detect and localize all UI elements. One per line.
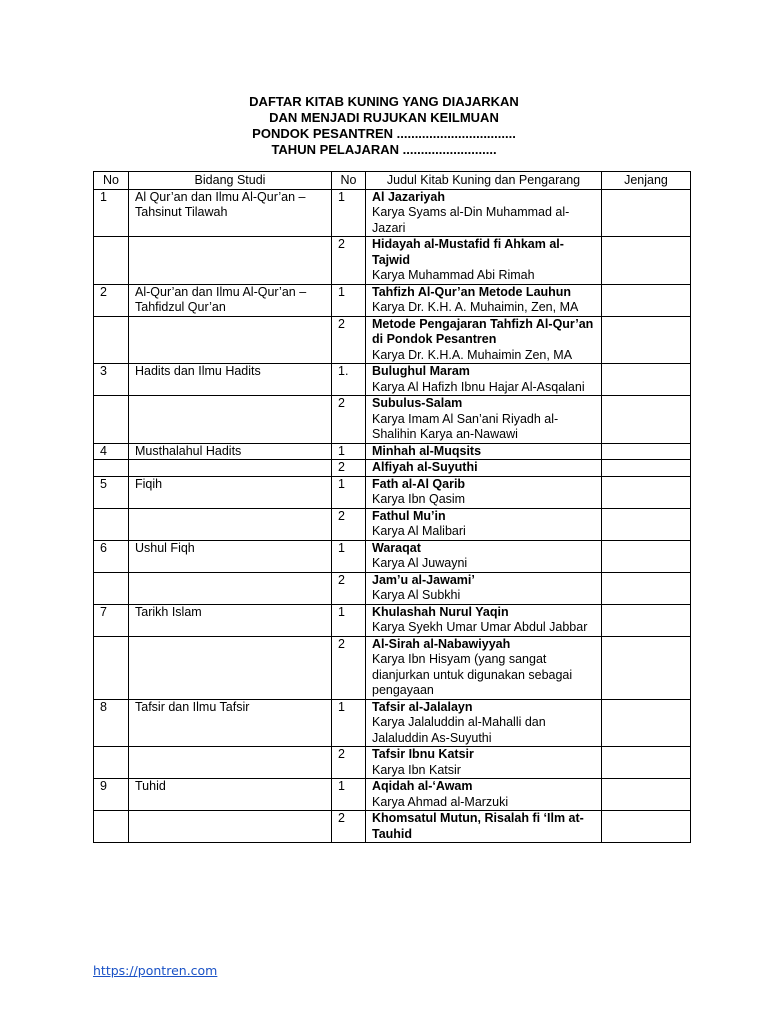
bidang-studi-cell: Hadits dan Ilmu Hadits (129, 364, 332, 396)
bidang-studi-cell: Musthalahul Hadits (129, 443, 332, 460)
table-row (94, 508, 691, 540)
kitab-author: Karya Al Juwayni (372, 556, 468, 570)
bidang-studi-cell: Fiqih (129, 476, 332, 508)
kitab-title: Subulus-Salam (372, 396, 463, 410)
jenjang-cell (602, 699, 691, 747)
kitab-title: Khulashah Nurul Yaqin (372, 604, 509, 619)
book-number-cell: 2 (332, 396, 366, 444)
book-number-cell: 2 (332, 572, 366, 604)
table-row (94, 364, 691, 396)
kitab-title: Al-Sirah al-Nabawiyyah (372, 636, 511, 651)
bidang-studi-cell (129, 316, 332, 364)
table-row (94, 540, 691, 572)
kitab-title: Alfiyah al-Suyuthi (372, 460, 478, 474)
kitab-cell (366, 811, 602, 843)
column-header-bidang-studi: Bidang Studi (129, 172, 332, 190)
kitab-author: Karya Ahmad al-Marzuki (372, 794, 509, 809)
book-number-cell: 1 (332, 699, 366, 747)
title-line-3: PONDOK PESANTREN ................................. (252, 126, 516, 141)
book-number-cell: 2 (332, 747, 366, 779)
column-header-book-no: No (332, 172, 366, 190)
jenjang-cell (602, 189, 691, 237)
book-number-cell: 1. (332, 364, 366, 396)
kitab-author: Karya Syekh Umar Umar Abdul Jabbar (372, 620, 588, 634)
kitab-cell (366, 604, 602, 636)
kitab-author: Karya Ibn Hisyam (yang sangat dianjurkan untuk digunakan sebagai pengayaan (372, 652, 573, 697)
book-number-cell: 2 (332, 237, 366, 285)
kitab-title: Fath al-Al Qarib (372, 476, 466, 491)
row-number-cell (94, 572, 129, 604)
kitab-cell (366, 460, 602, 477)
jenjang-cell (602, 540, 691, 572)
table-row (94, 284, 691, 316)
kitab-title: Al Jazariyah (372, 189, 445, 204)
table-header-row (94, 172, 691, 190)
kitab-title: Tafsir al-Jalalayn (372, 699, 473, 714)
row-number-cell (94, 811, 129, 843)
jenjang-cell (602, 396, 691, 444)
kitab-cell (366, 396, 602, 444)
document-title (0, 94, 768, 158)
kitab-title: Khomsatul Mutun, Risalah fi ‘Ilm at-Tauhid (372, 811, 584, 841)
jenjang-cell (602, 747, 691, 779)
jenjang-cell (602, 476, 691, 508)
jenjang-cell (602, 636, 691, 699)
table-row (94, 604, 691, 636)
kitab-title: Waraqat (372, 540, 421, 555)
row-number-cell (94, 747, 129, 779)
kitab-cell (366, 636, 602, 699)
table-row (94, 636, 691, 699)
table-row (94, 699, 691, 747)
jenjang-cell (602, 237, 691, 285)
kitab-title: Fathul Mu’in (372, 508, 446, 523)
footer-link[interactable]: https://pontren.com (93, 963, 218, 978)
book-number-cell: 1 (332, 284, 366, 316)
row-number-cell: 4 (94, 443, 129, 460)
kitab-author: Karya Al Hafizh Ibnu Hajar Al-Asqalani (372, 379, 585, 394)
jenjang-cell (602, 604, 691, 636)
row-number-cell (94, 396, 129, 444)
book-number-cell: 2 (332, 316, 366, 364)
kitab-author: Karya Muhammad Abi Rimah (372, 268, 535, 282)
kitab-cell (366, 443, 602, 460)
kitab-title: Bulughul Maram (372, 364, 470, 378)
book-number-cell: 1 (332, 443, 366, 460)
kitab-author: Karya Ibn Katsir (372, 762, 461, 777)
kitab-title: Metode Pengajaran Tahfizh Al-Qur’an di Pondok Pesantren (372, 316, 594, 346)
table-row (94, 237, 691, 285)
kitab-cell (366, 316, 602, 364)
kitab-cell (366, 237, 602, 285)
jenjang-cell (602, 284, 691, 316)
bidang-studi-cell: Al Qur’an dan Ilmu Al-Qur’an – Tahsinut Tilawah (129, 189, 332, 237)
kitab-cell (366, 364, 602, 396)
kitab-cell (366, 476, 602, 508)
kitab-title: Jam’u al-Jawami’ (372, 572, 475, 587)
kitab-cell (366, 747, 602, 779)
kitab-author: Karya Imam Al San’ani Riyadh al-Shalihin Karya an-Nawawi (372, 411, 559, 441)
title-line-4: TAHUN PELAJARAN .......................... (271, 142, 497, 157)
row-number-cell: 2 (94, 284, 129, 316)
book-number-cell: 2 (332, 811, 366, 843)
kitab-cell (366, 189, 602, 237)
kitab-cell (366, 572, 602, 604)
bidang-studi-cell (129, 460, 332, 477)
kitab-cell (366, 699, 602, 747)
row-number-cell (94, 636, 129, 699)
row-number-cell: 1 (94, 189, 129, 237)
jenjang-cell (602, 572, 691, 604)
kitab-cell (366, 284, 602, 316)
row-number-cell (94, 237, 129, 285)
row-number-cell (94, 316, 129, 364)
jenjang-cell (602, 316, 691, 364)
row-number-cell (94, 508, 129, 540)
table-row (94, 747, 691, 779)
kitab-author: Karya Jalaluddin al-Mahalli dan Jalaluddin As-Suyuthi (372, 715, 546, 745)
table-row (94, 572, 691, 604)
bidang-studi-cell: Tarikh Islam (129, 604, 332, 636)
table-row (94, 811, 691, 843)
column-header-judul-kitab: Judul Kitab Kuning dan Pengarang (366, 172, 602, 190)
book-number-cell: 1 (332, 476, 366, 508)
table-row (94, 779, 691, 811)
book-number-cell: 1 (332, 779, 366, 811)
kitab-title: Aqidah al-‘Awam (372, 779, 473, 793)
kitab-title: Hidayah al-Mustafid fi Ahkam al-Tajwid (372, 237, 564, 267)
column-header-jenjang: Jenjang (602, 172, 691, 190)
kitab-cell (366, 779, 602, 811)
kitab-title: Tafsir Ibnu Katsir (372, 747, 474, 761)
bidang-studi-cell: Tuhid (129, 779, 332, 811)
jenjang-cell (602, 364, 691, 396)
row-number-cell: 3 (94, 364, 129, 396)
table-row (94, 189, 691, 237)
kitab-author: Karya Al Subkhi (372, 588, 461, 602)
kitab-author: Karya Syams al-Din Muhammad al-Jazari (372, 205, 570, 235)
jenjang-cell (602, 460, 691, 477)
jenjang-cell (602, 779, 691, 811)
book-number-cell: 1 (332, 540, 366, 572)
row-number-cell: 8 (94, 699, 129, 747)
bidang-studi-cell (129, 636, 332, 699)
row-number-cell (94, 460, 129, 477)
kitab-author: Karya Dr. K.H. A. Muhaimin, Zen, MA (372, 300, 579, 314)
row-number-cell: 5 (94, 476, 129, 508)
kitab-cell (366, 508, 602, 540)
row-number-cell: 7 (94, 604, 129, 636)
jenjang-cell (602, 443, 691, 460)
table-body (94, 189, 691, 843)
book-number-cell: 2 (332, 508, 366, 540)
row-number-cell: 6 (94, 540, 129, 572)
kitab-author: Karya Al Malibari (372, 524, 466, 538)
book-number-cell: 1 (332, 189, 366, 237)
column-header-no: No (94, 172, 129, 190)
table-row (94, 460, 691, 477)
kitab-title: Minhah al-Muqsits (372, 443, 482, 458)
bidang-studi-cell: Ushul Fiqh (129, 540, 332, 572)
bidang-studi-cell (129, 396, 332, 444)
bidang-studi-cell (129, 747, 332, 779)
table-row (94, 476, 691, 508)
bidang-studi-cell: Tafsir dan Ilmu Tafsir (129, 699, 332, 747)
table-row (94, 316, 691, 364)
book-number-cell: 1 (332, 604, 366, 636)
kitab-table (93, 171, 691, 843)
title-line-2: DAN MENJADI RUJUKAN KEILMUAN (269, 110, 499, 125)
bidang-studi-cell (129, 508, 332, 540)
title-line-1: DAFTAR KITAB KUNING YANG DIAJARKAN (249, 94, 519, 109)
kitab-author: Karya Ibn Qasim (372, 492, 466, 506)
bidang-studi-cell (129, 237, 332, 285)
book-number-cell: 2 (332, 636, 366, 699)
table-row (94, 396, 691, 444)
jenjang-cell (602, 811, 691, 843)
book-number-cell: 2 (332, 460, 366, 477)
bidang-studi-cell (129, 811, 332, 843)
bidang-studi-cell: Al-Qur’an dan Ilmu Al-Qur’an – Tahfidzul Qur’an (129, 284, 332, 316)
table-row (94, 443, 691, 460)
kitab-title: Tahfizh Al-Qur’an Metode Lauhun (372, 284, 572, 299)
bidang-studi-cell (129, 572, 332, 604)
kitab-author: Karya Dr. K.H.A. Muhaimin Zen, MA (372, 347, 573, 362)
row-number-cell: 9 (94, 779, 129, 811)
jenjang-cell (602, 508, 691, 540)
kitab-cell (366, 540, 602, 572)
